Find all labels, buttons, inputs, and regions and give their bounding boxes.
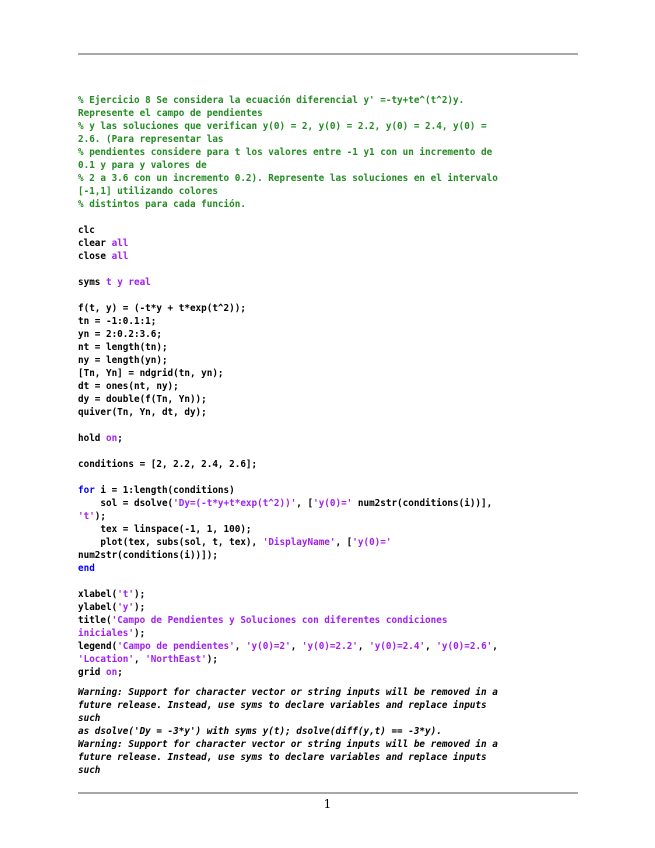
- code-text: yn = 2:0.2:3.6;: [78, 329, 162, 340]
- keyword: for: [78, 485, 95, 496]
- string-literal: on: [106, 667, 118, 678]
- code-line: [78, 640, 578, 653]
- code-line: [78, 367, 578, 380]
- code-text: );: [133, 602, 146, 613]
- code-text: ,: [234, 641, 246, 652]
- blank-line: [78, 211, 578, 224]
- code-text: syms: [78, 277, 106, 288]
- code-text: Warning: Support for character vector or string inputs will be removed in a: [78, 687, 498, 698]
- string-literal: t y real: [106, 277, 151, 288]
- string-literal: 'y(0)=2': [245, 641, 291, 652]
- code-text: );: [133, 628, 146, 639]
- comment-text: % pendientes considere para t los valores entre -1 y1 con un incremento de: [78, 147, 493, 158]
- comment-text: % y las soluciones que verifican y(0) = 2, y(0) = 2.2, y(0) = 2.4, y(0) =: [78, 121, 487, 132]
- code-text: grid: [78, 667, 106, 678]
- code-line: [78, 237, 578, 250]
- code-line: [78, 406, 578, 419]
- code-text: tn = -1:0.1:1;: [78, 316, 157, 327]
- code-line: [78, 666, 578, 679]
- comment-text: % distintos para cada función.: [78, 199, 246, 210]
- code-text: ,: [425, 641, 437, 652]
- code-text: as dsolve('Dy = -3*y') with syms y(t); dsolve(diff(y,t) == -3*y).: [78, 726, 442, 737]
- code-line: [78, 107, 578, 120]
- code-text: conditions = [2, 2.2, 2.4, 2.6];: [78, 459, 258, 470]
- code-text: dt = ones(nt, ny);: [78, 381, 179, 392]
- code-line: [78, 120, 578, 133]
- blank-line: [78, 419, 578, 432]
- blank-line: [78, 575, 578, 588]
- code-line: [78, 432, 578, 445]
- code-line: [78, 627, 578, 640]
- code-line: [78, 341, 578, 354]
- code-text: [Tn, Yn] = ndgrid(tn, yn);: [78, 368, 224, 379]
- warning-line: [78, 712, 578, 725]
- code-text: plot(tex, subs(sol, t, tex),: [78, 537, 263, 548]
- code-line: [78, 159, 578, 172]
- blank-line: [78, 289, 578, 302]
- document-body: [78, 94, 578, 777]
- comment-text: 0.1 y para y valores de: [78, 160, 207, 171]
- code-text: , [: [335, 537, 353, 548]
- code-text: f(t, y) = (-t*y + t*exp(t^2));: [78, 303, 246, 314]
- code-text: ,: [133, 654, 146, 665]
- code-line: [78, 458, 578, 471]
- string-literal: all: [111, 238, 129, 249]
- code-text: num2str(conditions(i))],: [352, 498, 493, 509]
- string-literal: 'Location': [78, 654, 134, 665]
- code-line: [78, 146, 578, 159]
- code-line: [78, 354, 578, 367]
- code-line: [78, 393, 578, 406]
- string-literal: 'y(0)=': [352, 537, 392, 548]
- blank-line: [78, 445, 578, 458]
- code-text: i = 1:length(conditions): [94, 485, 235, 496]
- string-literal: 'DisplayName': [262, 537, 336, 548]
- comment-text: % 2 a 3.6 con un incremento 0.2). Represente las soluciones en el intervalo: [78, 173, 498, 184]
- code-text: future release. Instead, use syms to declare variables and replace inputs: [78, 700, 487, 711]
- code-line: [78, 588, 578, 601]
- code-text: ylabel(: [78, 602, 118, 613]
- string-literal: 'y(0)=': [313, 498, 353, 509]
- warning-line: [78, 686, 578, 699]
- code-line: [78, 250, 578, 263]
- code-text: such: [78, 713, 101, 724]
- string-literal: 'Campo de Pendientes y Soluciones con diferentes condiciones: [111, 615, 448, 626]
- code-line: [78, 328, 578, 341]
- code-line: [78, 549, 578, 562]
- code-text: ;: [117, 433, 123, 444]
- code-text: sol = dsolve(: [78, 498, 174, 509]
- code-text: Warning: Support for character vector or string inputs will be removed in a: [78, 739, 498, 750]
- page-number: 1: [323, 797, 332, 811]
- comment-text: [-1,1] utilizando colores: [78, 186, 218, 197]
- code-text: legend(: [78, 641, 118, 652]
- code-line: [78, 302, 578, 315]
- code-text: title(: [78, 615, 112, 626]
- section-gap: [78, 679, 578, 686]
- code-line: [78, 380, 578, 393]
- string-literal: 'y': [117, 602, 134, 613]
- string-literal: iniciales': [78, 628, 134, 639]
- code-line: [78, 653, 578, 666]
- code-line: [78, 315, 578, 328]
- top-rule: [78, 53, 578, 55]
- code-text: );: [206, 654, 218, 665]
- string-literal: 'Campo de pendientes': [117, 641, 235, 652]
- comment-text: 2.6. (Para representar las: [78, 134, 224, 145]
- string-literal: 'y(0)=2.2': [301, 641, 358, 652]
- code-text: ,: [492, 641, 498, 652]
- code-text: clear: [78, 238, 112, 249]
- code-text: xlabel(: [78, 589, 118, 600]
- code-line: [78, 497, 578, 510]
- code-text: tex = linspace(-1, 1, 100);: [78, 524, 252, 535]
- string-literal: 't': [117, 589, 134, 600]
- code-text: hold: [78, 433, 106, 444]
- comment-text: Represente el campo de pendientes: [78, 108, 263, 119]
- string-literal: 't': [78, 511, 95, 522]
- code-line: [78, 133, 578, 146]
- warning-line: [78, 764, 578, 777]
- string-literal: 'Dy=(-t*y+t*exp(t^2))': [173, 498, 297, 509]
- keyword: end: [78, 563, 95, 574]
- code-line: [78, 523, 578, 536]
- comment-text: % Ejercicio 8 Se considera la ecuación diferencial y' =-ty+te^(t^2)y.: [78, 95, 465, 106]
- code-text: nt = length(tn);: [78, 342, 168, 353]
- code-line: [78, 94, 578, 107]
- code-text: ny = length(yn);: [78, 355, 168, 366]
- code-text: dy = double(f(Tn, Yn));: [78, 394, 207, 405]
- code-line: [78, 224, 578, 237]
- warning-line: [78, 725, 578, 738]
- code-text: such: [78, 765, 101, 776]
- code-text: );: [133, 589, 146, 600]
- code-line: [78, 484, 578, 497]
- blank-line: [78, 263, 578, 276]
- string-literal: 'NorthEast': [145, 654, 207, 665]
- code-text: ;: [117, 667, 123, 678]
- code-text: ,: [290, 641, 302, 652]
- blank-line: [78, 471, 578, 484]
- string-literal: 'y(0)=2.4': [369, 641, 426, 652]
- code-text: num2str(conditions(i))]);: [78, 550, 218, 561]
- code-line: [78, 562, 578, 575]
- code-text: future release. Instead, use syms to declare variables and replace inputs: [78, 752, 487, 763]
- warning-line: [78, 751, 578, 764]
- code-text: close: [78, 251, 112, 262]
- code-text: quiver(Tn, Yn, dt, dy);: [78, 407, 207, 418]
- warning-line: [78, 699, 578, 712]
- code-text: clc: [78, 225, 95, 236]
- code-line: [78, 185, 578, 198]
- code-line: [78, 198, 578, 211]
- code-line: [78, 601, 578, 614]
- code-line: [78, 614, 578, 627]
- warning-line: [78, 738, 578, 751]
- string-literal: all: [111, 251, 129, 262]
- code-line: [78, 276, 578, 289]
- code-text: ,: [357, 641, 370, 652]
- code-text: , [: [296, 498, 314, 509]
- code-text: );: [94, 511, 106, 522]
- bottom-rule: [78, 792, 578, 794]
- string-literal: on: [106, 433, 118, 444]
- code-line: [78, 172, 578, 185]
- code-line: [78, 510, 578, 523]
- code-line: [78, 536, 578, 549]
- string-literal: 'y(0)=2.6': [436, 641, 493, 652]
